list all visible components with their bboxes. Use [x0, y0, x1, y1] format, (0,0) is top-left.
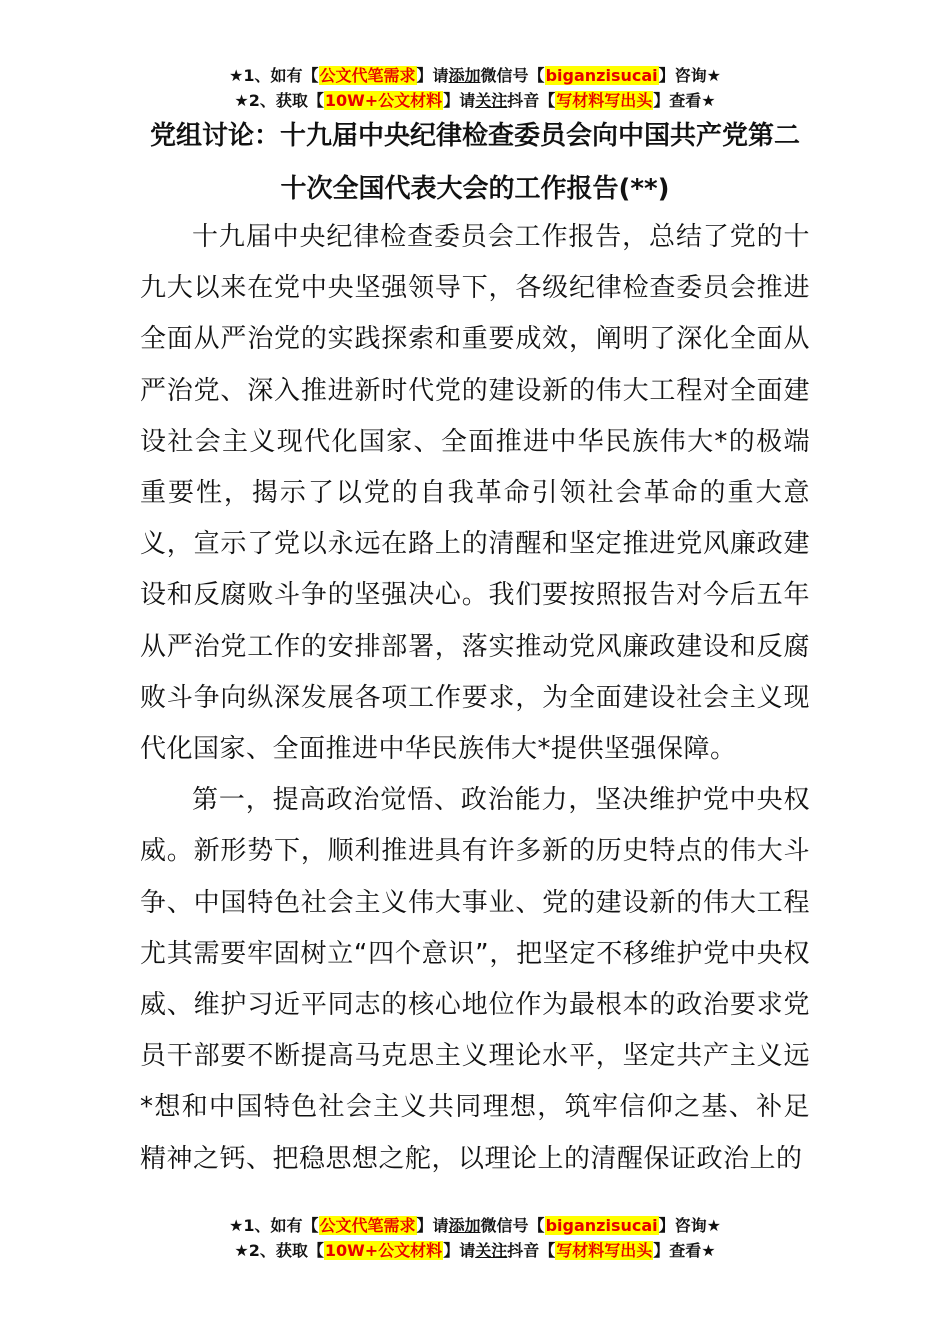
banner-text: ★1、如有【: [229, 66, 319, 85]
highlight-douyin: 写材料写出头: [556, 1241, 653, 1260]
highlight-materials: 10W+公文材料: [324, 1241, 443, 1260]
paragraph: 第一，提高政治觉悟、政治能力，坚决维护党中央权威。新形势下，顺利推进具有许多新的历史特点的伟大斗争、中国特色社会主义伟大事业、党的建设新的伟大工程尤其需要牢固树立“四个意识”，把坚定不移维护党中央权威、维护习近平同志的核心地位作为最根本的政治要求党员干部要不断提高马克思主义理论水平，坚定共产主义远*想和中国特色社会主义共同理想，筑牢信仰之基、补足精神之钙、把稳思想之舵，以理论上的清醒保证政治上的: [140, 785, 810, 1174]
highlight-service: 公文代笔需求: [319, 66, 416, 85]
top-banner: [0, 64, 950, 114]
paragraph: 十九届中央纪律检查委员会工作报告，总结了党的十九大以来在党中央坚强领导下，各级纪律检查委员会推进全面从严治党的实践探索和重要成效，阐明了深化全面从严治党、深入推进新时代党的建设新的伟大工程对全面建设社会主义现代化国家、全面推进中华民族伟大*的极端重要性，揭示了以党的自我革命引领社会革命的重大意义，宣示了党以永远在路上的清醒和坚定推进党风廉政建设和反腐败斗争的坚强决心。我们要按照报告对今后五年从严治党工作的安排部署，落实推动党风廉政建设和反腐败斗争向纵深发展各项工作要求，为全面建设社会主义现代化国家、全面推进中华民族伟大*提供坚强保障。: [140, 222, 810, 765]
document-body: [140, 212, 810, 1185]
underlined-text: 添加: [448, 66, 481, 85]
banner-text: 】查看★: [653, 1241, 716, 1260]
banner-text: 抖音【: [507, 91, 556, 110]
document-title: 党组讨论：十九届中央纪律检查委员会向中国共产党第二十次全国代表大会的工作报告(**): [149, 121, 800, 204]
banner-text: ★2、获取【: [234, 91, 324, 110]
highlight-materials: 10W+公文材料: [324, 91, 443, 110]
banner-text: 微信号【: [480, 66, 545, 85]
highlight-wechat-id: biganzisucai: [545, 66, 658, 85]
banner-text: 】请: [443, 91, 476, 110]
banner-text: 】咨询★: [658, 66, 721, 85]
underlined-text: 关注: [475, 91, 508, 110]
bottom-banner: [0, 1214, 950, 1264]
underlined-text: 关注: [475, 1241, 508, 1260]
banner-line-1: [0, 64, 950, 89]
banner-text: 】请: [416, 1216, 449, 1235]
highlight-service: 公文代笔需求: [319, 1216, 416, 1235]
underlined-text: 添加: [448, 1216, 481, 1235]
banner-text: 】查看★: [653, 91, 716, 110]
banner-line-1: [0, 1214, 950, 1239]
banner-text: ★2、获取【: [234, 1241, 324, 1260]
banner-text: 微信号【: [480, 1216, 545, 1235]
banner-text: 抖音【: [507, 1241, 556, 1260]
banner-text: 】请: [443, 1241, 476, 1260]
highlight-douyin: 写材料写出头: [556, 91, 653, 110]
banner-text: ★1、如有【: [229, 1216, 319, 1235]
banner-text: 】请: [416, 66, 449, 85]
banner-text: 】咨询★: [658, 1216, 721, 1235]
highlight-wechat-id: biganzisucai: [545, 1216, 658, 1235]
banner-line-2: [0, 1239, 950, 1264]
